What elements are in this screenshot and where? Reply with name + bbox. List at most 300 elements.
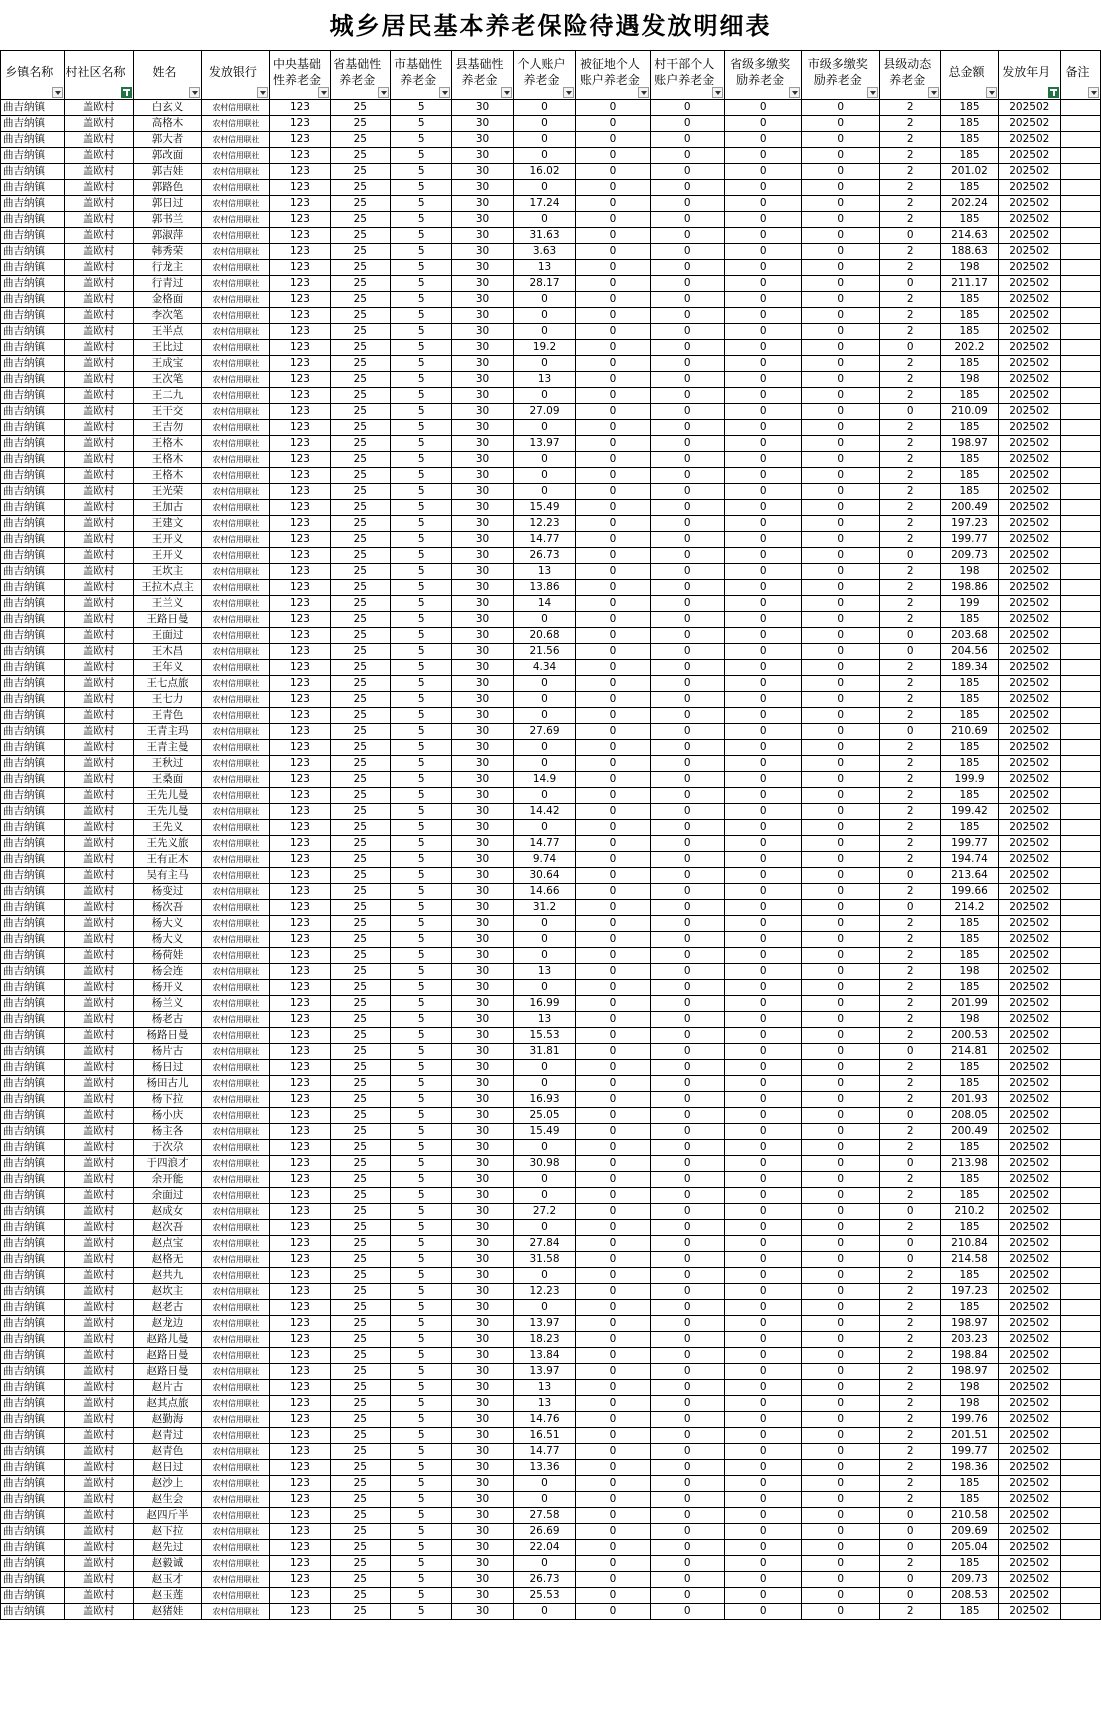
payment-month-cell[interactable]: 202502: [998, 580, 1060, 596]
city-reward-cell[interactable]: 0: [802, 1284, 880, 1300]
personal-account-cell[interactable]: 16.51: [513, 1428, 575, 1444]
personal-account-cell[interactable]: 13: [513, 1380, 575, 1396]
village-cell[interactable]: 盖欧村: [64, 1076, 133, 1092]
provincial-pension-cell[interactable]: 25: [330, 916, 390, 932]
city-pension-cell[interactable]: 5: [390, 1332, 451, 1348]
land-account-cell[interactable]: 0: [576, 148, 650, 164]
bank-cell[interactable]: 农村信用联社: [202, 916, 270, 932]
city-pension-cell[interactable]: 5: [390, 788, 451, 804]
personal-account-cell[interactable]: 0: [513, 308, 575, 324]
total-amount-cell[interactable]: 208.53: [941, 1588, 998, 1604]
land-account-cell[interactable]: 0: [576, 292, 650, 308]
county-dynamic-cell[interactable]: 2: [880, 484, 941, 500]
central-pension-cell[interactable]: 123: [270, 948, 330, 964]
city-pension-cell[interactable]: 5: [390, 1252, 451, 1268]
personal-account-cell[interactable]: 0: [513, 692, 575, 708]
city-pension-cell[interactable]: 5: [390, 420, 451, 436]
village-cell[interactable]: 盖欧村: [64, 308, 133, 324]
filter-dropdown-icon[interactable]: [1088, 87, 1099, 98]
personal-account-cell[interactable]: 14.42: [513, 804, 575, 820]
provincial-reward-cell[interactable]: 0: [724, 1092, 802, 1108]
payment-month-cell[interactable]: 202502: [998, 308, 1060, 324]
central-pension-cell[interactable]: 123: [270, 884, 330, 900]
total-amount-cell[interactable]: 211.17: [941, 276, 998, 292]
remark-cell[interactable]: [1061, 1300, 1101, 1316]
cadre-account-cell[interactable]: 0: [650, 1156, 724, 1172]
provincial-pension-cell[interactable]: 25: [330, 1172, 390, 1188]
city-pension-cell[interactable]: 5: [390, 548, 451, 564]
village-cell[interactable]: 盖欧村: [64, 388, 133, 404]
township-cell[interactable]: 曲吉纳镇: [1, 276, 65, 292]
bank-cell[interactable]: 农村信用联社: [202, 1252, 270, 1268]
provincial-pension-cell[interactable]: 25: [330, 836, 390, 852]
name-cell[interactable]: 杨兰义: [133, 996, 202, 1012]
provincial-reward-cell[interactable]: 0: [724, 1108, 802, 1124]
total-amount-cell[interactable]: 185: [941, 1140, 998, 1156]
personal-account-cell[interactable]: 4.34: [513, 660, 575, 676]
total-amount-cell[interactable]: 201.99: [941, 996, 998, 1012]
township-cell[interactable]: 曲吉纳镇: [1, 644, 65, 660]
total-amount-cell[interactable]: 210.69: [941, 724, 998, 740]
provincial-pension-cell[interactable]: 25: [330, 1540, 390, 1556]
central-pension-cell[interactable]: 123: [270, 132, 330, 148]
land-account-cell[interactable]: 0: [576, 228, 650, 244]
city-pension-cell[interactable]: 5: [390, 1380, 451, 1396]
land-account-cell[interactable]: 0: [576, 116, 650, 132]
cadre-account-cell[interactable]: 0: [650, 1588, 724, 1604]
city-reward-cell[interactable]: 0: [802, 1124, 880, 1140]
county-dynamic-cell[interactable]: 2: [880, 580, 941, 596]
remark-cell[interactable]: [1061, 948, 1101, 964]
provincial-pension-cell[interactable]: 25: [330, 1316, 390, 1332]
county-pension-cell[interactable]: 30: [452, 548, 513, 564]
total-amount-cell[interactable]: 199.77: [941, 1444, 998, 1460]
name-cell[interactable]: 赵先过: [133, 1540, 202, 1556]
city-reward-cell[interactable]: 0: [802, 804, 880, 820]
county-dynamic-cell[interactable]: 2: [880, 324, 941, 340]
county-dynamic-cell[interactable]: 2: [880, 1492, 941, 1508]
cadre-account-cell[interactable]: 0: [650, 596, 724, 612]
land-account-cell[interactable]: 0: [576, 1108, 650, 1124]
name-cell[interactable]: 王年义: [133, 660, 202, 676]
city-reward-cell[interactable]: 0: [802, 164, 880, 180]
village-cell[interactable]: 盖欧村: [64, 756, 133, 772]
township-cell[interactable]: 曲吉纳镇: [1, 548, 65, 564]
provincial-reward-cell[interactable]: 0: [724, 404, 802, 420]
county-pension-cell[interactable]: 30: [452, 180, 513, 196]
central-pension-cell[interactable]: 123: [270, 1236, 330, 1252]
bank-cell[interactable]: 农村信用联社: [202, 1236, 270, 1252]
county-dynamic-cell[interactable]: 2: [880, 420, 941, 436]
provincial-pension-cell[interactable]: 25: [330, 1060, 390, 1076]
cadre-account-cell[interactable]: 0: [650, 164, 724, 180]
total-amount-cell[interactable]: 185: [941, 676, 998, 692]
cadre-account-cell[interactable]: 0: [650, 132, 724, 148]
total-amount-cell[interactable]: 185: [941, 1188, 998, 1204]
county-pension-cell[interactable]: 30: [452, 436, 513, 452]
provincial-reward-cell[interactable]: 0: [724, 580, 802, 596]
provincial-pension-cell[interactable]: 25: [330, 1028, 390, 1044]
city-reward-cell[interactable]: 0: [802, 948, 880, 964]
remark-cell[interactable]: [1061, 1380, 1101, 1396]
name-cell[interactable]: 杨田古儿: [133, 1076, 202, 1092]
name-cell[interactable]: 赵路日曼: [133, 1348, 202, 1364]
village-cell[interactable]: 盖欧村: [64, 644, 133, 660]
personal-account-cell[interactable]: 0: [513, 452, 575, 468]
county-dynamic-cell[interactable]: 2: [880, 1348, 941, 1364]
county-dynamic-cell[interactable]: 2: [880, 452, 941, 468]
bank-cell[interactable]: 农村信用联社: [202, 1444, 270, 1460]
county-dynamic-cell[interactable]: 2: [880, 100, 941, 116]
township-cell[interactable]: 曲吉纳镇: [1, 308, 65, 324]
bank-cell[interactable]: 农村信用联社: [202, 1524, 270, 1540]
city-pension-cell[interactable]: 5: [390, 452, 451, 468]
remark-cell[interactable]: [1061, 1588, 1101, 1604]
land-account-cell[interactable]: 0: [576, 1236, 650, 1252]
cadre-account-cell[interactable]: 0: [650, 404, 724, 420]
provincial-pension-cell[interactable]: 25: [330, 468, 390, 484]
village-cell[interactable]: 盖欧村: [64, 852, 133, 868]
total-amount-cell[interactable]: 185: [941, 980, 998, 996]
payment-month-cell[interactable]: 202502: [998, 964, 1060, 980]
personal-account-cell[interactable]: 31.58: [513, 1252, 575, 1268]
county-pension-cell[interactable]: 30: [452, 1076, 513, 1092]
total-amount-cell[interactable]: 203.23: [941, 1332, 998, 1348]
city-pension-cell[interactable]: 5: [390, 948, 451, 964]
cadre-account-cell[interactable]: 0: [650, 1108, 724, 1124]
remark-cell[interactable]: [1061, 308, 1101, 324]
central-pension-cell[interactable]: 123: [270, 1300, 330, 1316]
land-account-cell[interactable]: 0: [576, 1588, 650, 1604]
central-pension-cell[interactable]: 123: [270, 452, 330, 468]
county-pension-cell[interactable]: 30: [452, 1604, 513, 1620]
remark-cell[interactable]: [1061, 484, 1101, 500]
provincial-reward-cell[interactable]: 0: [724, 468, 802, 484]
bank-cell[interactable]: 农村信用联社: [202, 100, 270, 116]
land-account-cell[interactable]: 0: [576, 724, 650, 740]
village-cell[interactable]: 盖欧村: [64, 804, 133, 820]
county-dynamic-cell[interactable]: 2: [880, 436, 941, 452]
central-pension-cell[interactable]: 123: [270, 804, 330, 820]
city-pension-cell[interactable]: 5: [390, 1028, 451, 1044]
land-account-cell[interactable]: 0: [576, 1508, 650, 1524]
county-pension-cell[interactable]: 30: [452, 1396, 513, 1412]
cadre-account-cell[interactable]: 0: [650, 372, 724, 388]
bank-cell[interactable]: 农村信用联社: [202, 596, 270, 612]
land-account-cell[interactable]: 0: [576, 1172, 650, 1188]
city-reward-cell[interactable]: 0: [802, 100, 880, 116]
cadre-account-cell[interactable]: 0: [650, 308, 724, 324]
bank-cell[interactable]: 农村信用联社: [202, 884, 270, 900]
central-pension-cell[interactable]: 123: [270, 1156, 330, 1172]
city-reward-cell[interactable]: 0: [802, 1092, 880, 1108]
land-account-cell[interactable]: 0: [576, 324, 650, 340]
county-dynamic-cell[interactable]: 2: [880, 196, 941, 212]
cadre-account-cell[interactable]: 0: [650, 852, 724, 868]
filter-dropdown-icon[interactable]: [789, 87, 800, 98]
village-cell[interactable]: 盖欧村: [64, 532, 133, 548]
village-cell[interactable]: 盖欧村: [64, 548, 133, 564]
central-pension-cell[interactable]: 123: [270, 996, 330, 1012]
payment-month-cell[interactable]: 202502: [998, 548, 1060, 564]
remark-cell[interactable]: [1061, 612, 1101, 628]
remark-cell[interactable]: [1061, 1508, 1101, 1524]
land-account-cell[interactable]: 0: [576, 1060, 650, 1076]
provincial-reward-cell[interactable]: 0: [724, 676, 802, 692]
city-pension-cell[interactable]: 5: [390, 276, 451, 292]
village-cell[interactable]: 盖欧村: [64, 676, 133, 692]
bank-cell[interactable]: 农村信用联社: [202, 388, 270, 404]
remark-cell[interactable]: [1061, 1540, 1101, 1556]
bank-cell[interactable]: 农村信用联社: [202, 340, 270, 356]
city-reward-cell[interactable]: 0: [802, 564, 880, 580]
personal-account-cell[interactable]: 31.81: [513, 1044, 575, 1060]
provincial-reward-cell[interactable]: 0: [724, 900, 802, 916]
payment-month-cell[interactable]: 202502: [998, 388, 1060, 404]
county-pension-cell[interactable]: 30: [452, 692, 513, 708]
city-reward-cell[interactable]: 0: [802, 1540, 880, 1556]
provincial-pension-cell[interactable]: 25: [330, 1380, 390, 1396]
name-cell[interactable]: 王七力: [133, 692, 202, 708]
cadre-account-cell[interactable]: 0: [650, 1428, 724, 1444]
township-cell[interactable]: 曲吉纳镇: [1, 1316, 65, 1332]
remark-cell[interactable]: [1061, 1204, 1101, 1220]
name-cell[interactable]: 赵片古: [133, 1380, 202, 1396]
remark-cell[interactable]: [1061, 1268, 1101, 1284]
county-dynamic-cell[interactable]: 2: [880, 1604, 941, 1620]
provincial-pension-cell[interactable]: 25: [330, 132, 390, 148]
remark-cell[interactable]: [1061, 1428, 1101, 1444]
village-cell[interactable]: 盖欧村: [64, 1380, 133, 1396]
provincial-reward-cell[interactable]: 0: [724, 1076, 802, 1092]
provincial-pension-cell[interactable]: 25: [330, 852, 390, 868]
payment-month-cell[interactable]: 202502: [998, 100, 1060, 116]
county-dynamic-cell[interactable]: 0: [880, 628, 941, 644]
city-pension-cell[interactable]: 5: [390, 500, 451, 516]
total-amount-cell[interactable]: 198: [941, 1396, 998, 1412]
central-pension-cell[interactable]: 123: [270, 1460, 330, 1476]
county-pension-cell[interactable]: 30: [452, 1300, 513, 1316]
land-account-cell[interactable]: 0: [576, 164, 650, 180]
village-cell[interactable]: 盖欧村: [64, 1172, 133, 1188]
county-pension-cell[interactable]: 30: [452, 612, 513, 628]
payment-month-cell[interactable]: 202502: [998, 708, 1060, 724]
county-dynamic-cell[interactable]: 0: [880, 548, 941, 564]
name-cell[interactable]: 杨小庆: [133, 1108, 202, 1124]
remark-cell[interactable]: [1061, 1556, 1101, 1572]
township-cell[interactable]: 曲吉纳镇: [1, 740, 65, 756]
county-pension-cell[interactable]: 30: [452, 724, 513, 740]
personal-account-cell[interactable]: 0: [513, 788, 575, 804]
payment-month-cell[interactable]: 202502: [998, 804, 1060, 820]
remark-cell[interactable]: [1061, 1012, 1101, 1028]
township-cell[interactable]: 曲吉纳镇: [1, 1140, 65, 1156]
county-dynamic-cell[interactable]: 2: [880, 1428, 941, 1444]
city-pension-cell[interactable]: 5: [390, 1492, 451, 1508]
city-reward-cell[interactable]: 0: [802, 1172, 880, 1188]
central-pension-cell[interactable]: 123: [270, 468, 330, 484]
bank-cell[interactable]: 农村信用联社: [202, 1124, 270, 1140]
cadre-account-cell[interactable]: 0: [650, 660, 724, 676]
city-reward-cell[interactable]: 0: [802, 372, 880, 388]
provincial-pension-cell[interactable]: 25: [330, 372, 390, 388]
county-dynamic-cell[interactable]: 2: [880, 1412, 941, 1428]
cadre-account-cell[interactable]: 0: [650, 1364, 724, 1380]
bank-cell[interactable]: 农村信用联社: [202, 1012, 270, 1028]
name-cell[interactable]: 赵勤海: [133, 1412, 202, 1428]
city-pension-cell[interactable]: 5: [390, 1508, 451, 1524]
land-account-cell[interactable]: 0: [576, 916, 650, 932]
central-pension-cell[interactable]: 123: [270, 1076, 330, 1092]
provincial-pension-cell[interactable]: 25: [330, 980, 390, 996]
land-account-cell[interactable]: 0: [576, 1332, 650, 1348]
remark-cell[interactable]: [1061, 868, 1101, 884]
bank-cell[interactable]: 农村信用联社: [202, 148, 270, 164]
remark-cell[interactable]: [1061, 1476, 1101, 1492]
bank-cell[interactable]: 农村信用联社: [202, 1284, 270, 1300]
provincial-pension-cell[interactable]: 25: [330, 692, 390, 708]
city-pension-cell[interactable]: 5: [390, 1556, 451, 1572]
total-amount-cell[interactable]: 200.53: [941, 1028, 998, 1044]
county-dynamic-cell[interactable]: 2: [880, 660, 941, 676]
provincial-pension-cell[interactable]: 25: [330, 564, 390, 580]
village-cell[interactable]: 盖欧村: [64, 116, 133, 132]
land-account-cell[interactable]: 0: [576, 644, 650, 660]
city-reward-cell[interactable]: 0: [802, 1012, 880, 1028]
city-reward-cell[interactable]: 0: [802, 356, 880, 372]
remark-cell[interactable]: [1061, 244, 1101, 260]
payment-month-cell[interactable]: 202502: [998, 820, 1060, 836]
remark-cell[interactable]: [1061, 1412, 1101, 1428]
county-dynamic-cell[interactable]: 2: [880, 1028, 941, 1044]
provincial-reward-cell[interactable]: 0: [724, 276, 802, 292]
county-dynamic-cell[interactable]: 2: [880, 772, 941, 788]
township-cell[interactable]: 曲吉纳镇: [1, 1236, 65, 1252]
land-account-cell[interactable]: 0: [576, 1300, 650, 1316]
remark-cell[interactable]: [1061, 916, 1101, 932]
county-pension-cell[interactable]: 30: [452, 340, 513, 356]
provincial-pension-cell[interactable]: 25: [330, 1524, 390, 1540]
city-reward-cell[interactable]: 0: [802, 212, 880, 228]
personal-account-cell[interactable]: 14.66: [513, 884, 575, 900]
village-cell[interactable]: 盖欧村: [64, 1188, 133, 1204]
personal-account-cell[interactable]: 14.9: [513, 772, 575, 788]
bank-cell[interactable]: 农村信用联社: [202, 164, 270, 180]
city-pension-cell[interactable]: 5: [390, 1540, 451, 1556]
cadre-account-cell[interactable]: 0: [650, 468, 724, 484]
county-dynamic-cell[interactable]: 2: [880, 180, 941, 196]
land-account-cell[interactable]: 0: [576, 420, 650, 436]
name-cell[interactable]: 郭吉娃: [133, 164, 202, 180]
central-pension-cell[interactable]: 123: [270, 740, 330, 756]
name-cell[interactable]: 王半点: [133, 324, 202, 340]
provincial-reward-cell[interactable]: 0: [724, 1156, 802, 1172]
land-account-cell[interactable]: 0: [576, 788, 650, 804]
city-reward-cell[interactable]: 0: [802, 644, 880, 660]
city-pension-cell[interactable]: 5: [390, 1364, 451, 1380]
name-cell[interactable]: 行青过: [133, 276, 202, 292]
county-dynamic-cell[interactable]: 0: [880, 1588, 941, 1604]
central-pension-cell[interactable]: 123: [270, 484, 330, 500]
total-amount-cell[interactable]: 185: [941, 1604, 998, 1620]
payment-month-cell[interactable]: 202502: [998, 1028, 1060, 1044]
name-cell[interactable]: 赵次吾: [133, 1220, 202, 1236]
city-reward-cell[interactable]: 0: [802, 1076, 880, 1092]
city-reward-cell[interactable]: 0: [802, 868, 880, 884]
name-cell[interactable]: 赵其点旅: [133, 1396, 202, 1412]
village-cell[interactable]: 盖欧村: [64, 932, 133, 948]
township-cell[interactable]: 曲吉纳镇: [1, 404, 65, 420]
personal-account-cell[interactable]: 13: [513, 260, 575, 276]
name-cell[interactable]: 金格面: [133, 292, 202, 308]
city-pension-cell[interactable]: 5: [390, 196, 451, 212]
payment-month-cell[interactable]: 202502: [998, 724, 1060, 740]
personal-account-cell[interactable]: 15.49: [513, 1124, 575, 1140]
remark-cell[interactable]: [1061, 1284, 1101, 1300]
total-amount-cell[interactable]: 185: [941, 820, 998, 836]
county-dynamic-cell[interactable]: 0: [880, 276, 941, 292]
payment-month-cell[interactable]: 202502: [998, 1492, 1060, 1508]
township-cell[interactable]: 曲吉纳镇: [1, 1124, 65, 1140]
provincial-pension-cell[interactable]: 25: [330, 868, 390, 884]
central-pension-cell[interactable]: 123: [270, 1252, 330, 1268]
village-cell[interactable]: 盖欧村: [64, 1332, 133, 1348]
remark-cell[interactable]: [1061, 180, 1101, 196]
central-pension-cell[interactable]: 123: [270, 340, 330, 356]
remark-cell[interactable]: [1061, 980, 1101, 996]
provincial-pension-cell[interactable]: 25: [330, 596, 390, 612]
village-cell[interactable]: 盖欧村: [64, 1252, 133, 1268]
township-cell[interactable]: 曲吉纳镇: [1, 1108, 65, 1124]
payment-month-cell[interactable]: 202502: [998, 836, 1060, 852]
county-pension-cell[interactable]: 30: [452, 484, 513, 500]
remark-cell[interactable]: [1061, 1332, 1101, 1348]
county-dynamic-cell[interactable]: 0: [880, 404, 941, 420]
cadre-account-cell[interactable]: 0: [650, 1124, 724, 1140]
provincial-reward-cell[interactable]: 0: [724, 804, 802, 820]
township-cell[interactable]: 曲吉纳镇: [1, 692, 65, 708]
city-reward-cell[interactable]: 0: [802, 916, 880, 932]
land-account-cell[interactable]: 0: [576, 612, 650, 628]
county-pension-cell[interactable]: 30: [452, 1412, 513, 1428]
bank-cell[interactable]: 农村信用联社: [202, 724, 270, 740]
central-pension-cell[interactable]: 123: [270, 116, 330, 132]
provincial-pension-cell[interactable]: 25: [330, 324, 390, 340]
county-dynamic-cell[interactable]: 2: [880, 356, 941, 372]
city-pension-cell[interactable]: 5: [390, 836, 451, 852]
central-pension-cell[interactable]: 123: [270, 180, 330, 196]
village-cell[interactable]: 盖欧村: [64, 916, 133, 932]
total-amount-cell[interactable]: 199: [941, 596, 998, 612]
personal-account-cell[interactable]: 0: [513, 212, 575, 228]
cadre-account-cell[interactable]: 0: [650, 948, 724, 964]
cadre-account-cell[interactable]: 0: [650, 324, 724, 340]
personal-account-cell[interactable]: 25.05: [513, 1108, 575, 1124]
bank-cell[interactable]: 农村信用联社: [202, 1412, 270, 1428]
name-cell[interactable]: 高格木: [133, 116, 202, 132]
payment-month-cell[interactable]: 202502: [998, 148, 1060, 164]
village-cell[interactable]: 盖欧村: [64, 1268, 133, 1284]
city-reward-cell[interactable]: 0: [802, 788, 880, 804]
provincial-pension-cell[interactable]: 25: [330, 452, 390, 468]
county-pension-cell[interactable]: 30: [452, 132, 513, 148]
village-cell[interactable]: 盖欧村: [64, 1140, 133, 1156]
total-amount-cell[interactable]: 185: [941, 132, 998, 148]
total-amount-cell[interactable]: 185: [941, 1268, 998, 1284]
central-pension-cell[interactable]: 123: [270, 1540, 330, 1556]
village-cell[interactable]: 盖欧村: [64, 1556, 133, 1572]
name-cell[interactable]: 王路日曼: [133, 612, 202, 628]
